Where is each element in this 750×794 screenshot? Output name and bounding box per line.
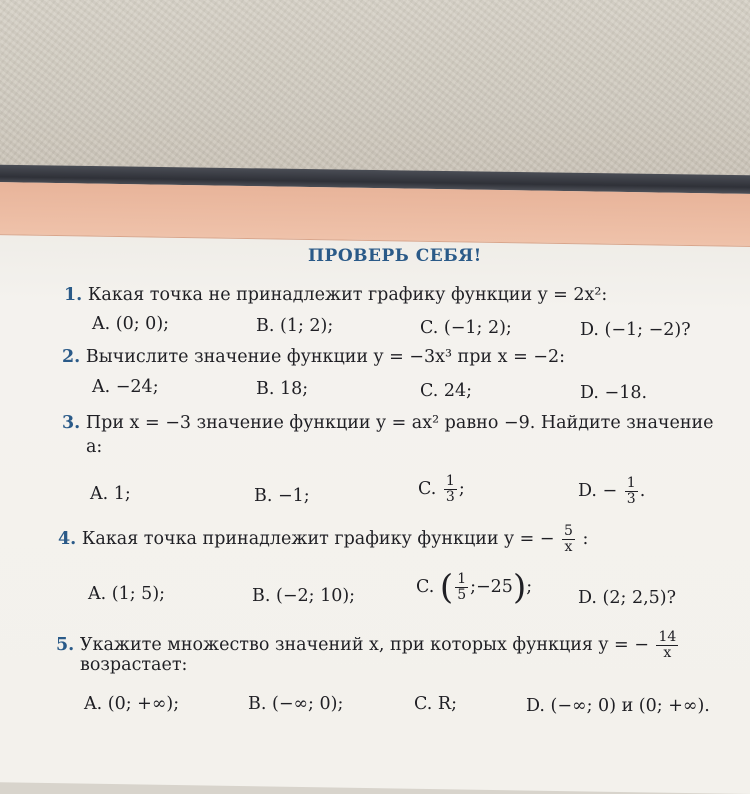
question-text: При x = −3 значение функции y = ax² равно −9. Найдите значение xyxy=(85,413,714,433)
question-3 xyxy=(62,413,714,433)
fraction-denominator: 3 xyxy=(626,491,636,507)
question-text: Вычислите значение функции y = −3x³ при x = −2: xyxy=(85,347,565,367)
question-3-line2: a: xyxy=(86,437,103,457)
fraction-denominator: 5 xyxy=(457,587,467,603)
question-4 xyxy=(58,524,588,555)
option-label: C. xyxy=(416,577,435,597)
q1-option-a: A. (0; 0); xyxy=(92,314,170,334)
question-5-line2: возрастает: xyxy=(80,655,188,675)
q4-option-b: B. (−2; 10); xyxy=(252,586,356,606)
fraction-numerator: 1 xyxy=(445,473,455,489)
option-rest: ;−25 xyxy=(470,577,513,597)
section-title: ПРОВЕРЬ СЕБЯ! xyxy=(308,246,482,266)
fraction-denominator: x xyxy=(663,645,672,661)
q5-option-c: C. R; xyxy=(414,694,457,714)
q2-option-b: B. 18; xyxy=(256,379,309,399)
fraction-numerator: 1 xyxy=(626,475,636,491)
question-number: 2. xyxy=(62,347,81,367)
option-suffix: . xyxy=(639,481,646,501)
left-parenthesis: ( xyxy=(439,567,454,608)
right-parenthesis: ) xyxy=(512,567,527,608)
fraction-numerator: 1 xyxy=(457,571,467,587)
q3-option-a: A. 1; xyxy=(90,484,131,504)
option-suffix: ; xyxy=(526,577,533,597)
fraction xyxy=(625,476,638,507)
question-text: Какая точка не принадлежит графику функции y = 2x²: xyxy=(87,285,608,305)
q2-option-c: C. 24; xyxy=(420,381,473,401)
question-number: 5. xyxy=(56,635,75,655)
q2-option-d: D. −18. xyxy=(580,383,648,403)
q3-option-c xyxy=(418,474,465,505)
fraction-numerator: 5 xyxy=(564,523,573,539)
fraction xyxy=(562,524,575,555)
question-number: 3. xyxy=(62,413,81,433)
fraction-numerator: 14 xyxy=(658,629,677,645)
q4-option-c xyxy=(416,567,533,608)
fraction xyxy=(444,474,457,505)
question-number: 1. xyxy=(64,285,83,305)
question-suffix: : xyxy=(582,529,589,549)
option-label: D. − xyxy=(578,481,618,501)
question-text: Какая точка принадлежит графику функции y = − xyxy=(81,529,555,549)
q3-option-b: B. −1; xyxy=(254,486,310,506)
q1-option-c: C. (−1; 2); xyxy=(420,318,512,338)
q5-option-b: B. (−∞; 0); xyxy=(248,694,344,714)
fraction-denominator: x xyxy=(564,539,573,555)
question-text: Укажите множество значений x, при которых функция y = − xyxy=(79,635,649,655)
q3-option-d xyxy=(578,476,645,507)
fraction-denominator: 3 xyxy=(445,489,455,505)
q1-option-b: B. (1; 2); xyxy=(256,316,334,336)
option-label: C. xyxy=(418,479,437,499)
q5-option-a: A. (0; +∞); xyxy=(84,694,180,714)
q1-option-d: D. (−1; −2)? xyxy=(580,320,691,340)
question-2 xyxy=(62,347,565,367)
question-1 xyxy=(64,285,607,305)
q4-option-a: A. (1; 5); xyxy=(88,584,166,604)
q4-option-d: D. (2; 2,5)? xyxy=(578,588,676,608)
fraction xyxy=(656,630,678,661)
q5-option-d: D. (−∞; 0) и (0; +∞). xyxy=(526,696,710,716)
question-number: 4. xyxy=(58,529,77,549)
q2-option-a: A. −24; xyxy=(92,377,159,397)
fraction xyxy=(455,572,468,603)
option-suffix: ; xyxy=(458,479,465,499)
